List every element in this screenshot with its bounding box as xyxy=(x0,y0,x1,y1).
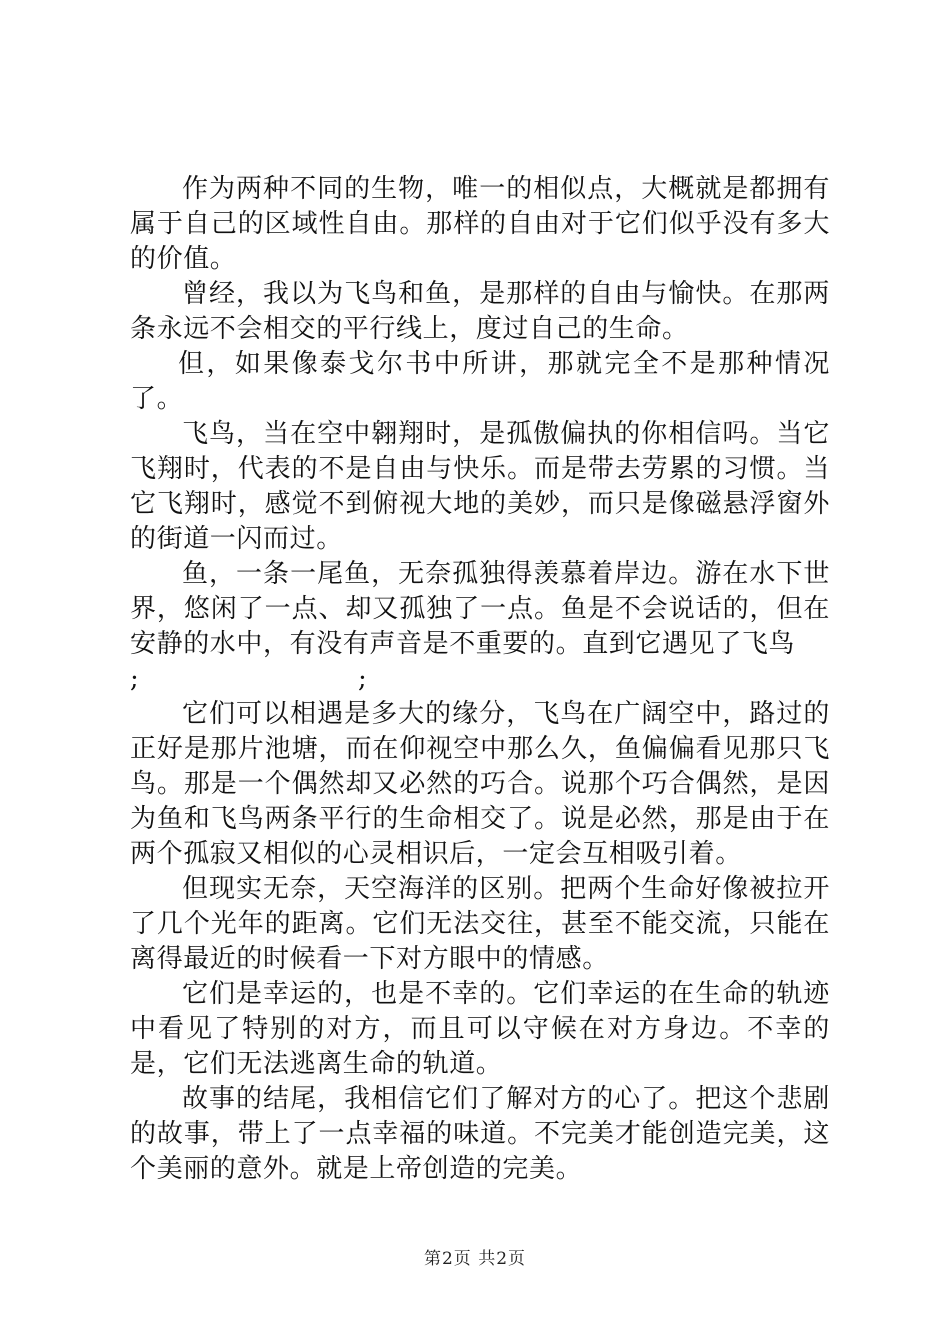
semicolon-mark: ; xyxy=(130,664,139,694)
paragraph-8: 它们是幸运的，也是不幸的。它们幸运的在生命的轨迹中看见了特别的对方，而且可以守候在对方身边。不幸的是，它们无法逃离生命的轨道。 xyxy=(130,979,830,1079)
paragraph-1: 作为两种不同的生物，唯一的相似点，大概就是都拥有属于自己的区域性自由。那样的自由对于它们似乎没有多大的价值。 xyxy=(130,174,830,274)
paragraph-2: 曾经，我以为飞鸟和鱼，是那样的自由与愉快。在那两条永远不会相交的平行线上，度过自己的生命。 xyxy=(130,279,830,344)
paragraph-3: 但，如果像泰戈尔书中所讲，那就完全不是那种情况了。 xyxy=(130,349,830,414)
paragraph-5: 鱼，一条一尾鱼，无奈孤独得羡慕着岸边。游在水下世界，悠闲了一点、却又孤独了一点。鱼是不会说话的，但在安静的水中，有没有声音是不重要的。直到它遇见了飞鸟 xyxy=(130,559,830,659)
paragraph-7: 但现实无奈，天空海洋的区别。把两个生命好像被拉开了几个光年的距离。它们无法交往，甚至不能交流，只能在离得最近的时候看一下对方眼中的情感。 xyxy=(130,874,830,974)
paragraph-9: 故事的结尾，我相信它们了解对方的心了。把这个悲剧的故事，带上了一点幸福的味道。不完美才能创造完美，这个美丽的意外。就是上帝创造的完美。 xyxy=(130,1084,830,1184)
semicolon-mark: ; xyxy=(358,664,367,694)
page-footer: 第2页 共2页 xyxy=(423,1249,527,1269)
paragraph-4: 飞鸟，当在空中翱翔时，是孤傲偏执的你相信吗。当它飞翔时，代表的不是自由与快乐。而是带去劳累的习惯。当它飞翔时，感觉不到俯视大地的美妙，而只是像磁悬浮窗外的街道一闪而过。 xyxy=(130,419,830,554)
document-body xyxy=(130,172,830,1187)
semicolon-line xyxy=(130,662,830,697)
paragraph-6: 它们可以相遇是多大的缘分，飞鸟在广阔空中，路过的正好是那片池塘，而在仰视空中那么久，鱼偏偏看见那只飞鸟。那是一个偶然却又必然的巧合。说那个巧合偶然，是因为鱼和飞鸟两条平行的生命相交了。说是必然，那是由于在两个孤寂又相似的心灵相识后，一定会互相吸引着。 xyxy=(130,699,830,869)
